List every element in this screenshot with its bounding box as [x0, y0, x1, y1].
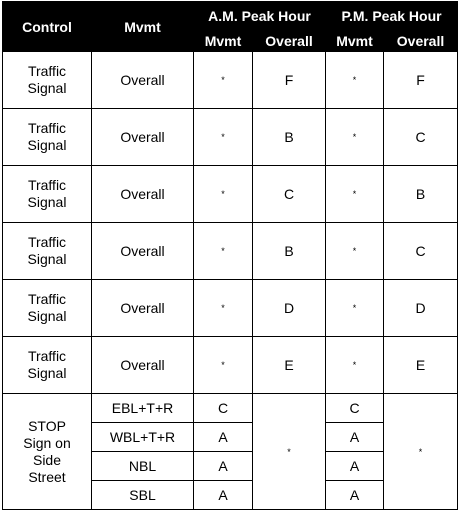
am-overall-cell: B	[253, 109, 326, 166]
am-mvmt-cell: *	[194, 166, 253, 223]
table-row	[3, 337, 458, 394]
am-mvmt-cell: *	[194, 52, 253, 109]
am-mvmt-cell: A	[194, 452, 253, 481]
mvmt-cell: SBL	[92, 481, 194, 510]
pm-overall-cell: C	[384, 223, 458, 280]
am-overall-cell: *	[253, 394, 326, 510]
mvmt-cell: EBL+T+R	[92, 394, 194, 423]
pm-mvmt-cell: A	[326, 481, 384, 510]
pm-mvmt-cell: A	[326, 452, 384, 481]
control-text: Signal	[27, 308, 67, 324]
pm-overall-cell: D	[384, 280, 458, 337]
control-cell	[3, 52, 92, 109]
control-text: Signal	[27, 80, 67, 96]
am-overall-cell: D	[253, 280, 326, 337]
mvmt-cell: Overall	[92, 223, 194, 280]
control-cell	[3, 280, 92, 337]
mvmt-cell: Overall	[92, 109, 194, 166]
am-mvmt-cell: A	[194, 481, 253, 510]
control-text: Side	[32, 451, 62, 468]
pm-overall-cell: E	[384, 337, 458, 394]
table-row	[3, 109, 458, 166]
control-text: Signal	[27, 365, 67, 381]
control-cell	[3, 337, 92, 394]
am-overall-cell: F	[253, 52, 326, 109]
table-header	[3, 2, 458, 52]
pm-mvmt-cell: *	[326, 223, 384, 280]
am-mvmt-header: Mvmt	[194, 31, 253, 52]
pm-overall-header: Overall	[384, 31, 458, 52]
mvmt-cell: NBL	[92, 452, 194, 481]
am-mvmt-cell: *	[194, 223, 253, 280]
am-peak-header: A.M. Peak Hour	[194, 2, 326, 31]
mvmt-cell: WBL+T+R	[92, 423, 194, 452]
control-text: Signal	[27, 251, 67, 267]
control-cell	[3, 109, 92, 166]
mvmt-cell: Overall	[92, 337, 194, 394]
control-text: Traffic	[27, 348, 67, 364]
mvmt-cell: Overall	[92, 52, 194, 109]
control-text: Traffic	[27, 291, 67, 307]
mvmt-cell: Overall	[92, 280, 194, 337]
mvmt-column-header: Mvmt	[92, 2, 194, 52]
pm-mvmt-cell: *	[326, 280, 384, 337]
table-row	[3, 52, 458, 109]
table-row	[3, 166, 458, 223]
control-text: Signal	[27, 137, 67, 153]
am-mvmt-cell: A	[194, 423, 253, 452]
control-text: Street	[28, 468, 66, 485]
am-mvmt-cell: *	[194, 109, 253, 166]
pm-mvmt-cell: *	[326, 337, 384, 394]
am-mvmt-cell: *	[194, 337, 253, 394]
pm-mvmt-header: Mvmt	[326, 31, 384, 52]
am-overall-cell: E	[253, 337, 326, 394]
am-overall-cell: C	[253, 166, 326, 223]
pm-mvmt-cell: *	[326, 52, 384, 109]
control-cell	[3, 166, 92, 223]
control-text: STOP	[28, 417, 66, 434]
am-overall-header: Overall	[253, 31, 326, 52]
control-text: Traffic	[27, 120, 67, 136]
control-text: Traffic	[27, 63, 67, 79]
am-overall-cell: B	[253, 223, 326, 280]
control-text: Sign on	[23, 434, 71, 451]
control-column-header: Control	[3, 2, 92, 52]
table-row	[3, 394, 458, 423]
table-body	[3, 52, 458, 510]
pm-overall-cell: F	[384, 52, 458, 109]
mvmt-cell: Overall	[92, 166, 194, 223]
pm-mvmt-cell: A	[326, 423, 384, 452]
pm-overall-cell: C	[384, 109, 458, 166]
los-table	[2, 1, 458, 510]
pm-mvmt-cell: *	[326, 109, 384, 166]
pm-overall-cell: B	[384, 166, 458, 223]
control-text: Traffic	[27, 234, 67, 250]
pm-mvmt-cell: *	[326, 166, 384, 223]
control-cell	[3, 223, 92, 280]
am-mvmt-cell: *	[194, 280, 253, 337]
control-text: Traffic	[27, 177, 67, 193]
table-row	[3, 280, 458, 337]
pm-peak-header: P.M. Peak Hour	[326, 2, 458, 31]
pm-overall-cell: *	[384, 394, 458, 510]
am-mvmt-cell: C	[194, 394, 253, 423]
control-text: Signal	[27, 194, 67, 210]
table-row	[3, 223, 458, 280]
control-cell	[3, 394, 92, 510]
pm-mvmt-cell: C	[326, 394, 384, 423]
